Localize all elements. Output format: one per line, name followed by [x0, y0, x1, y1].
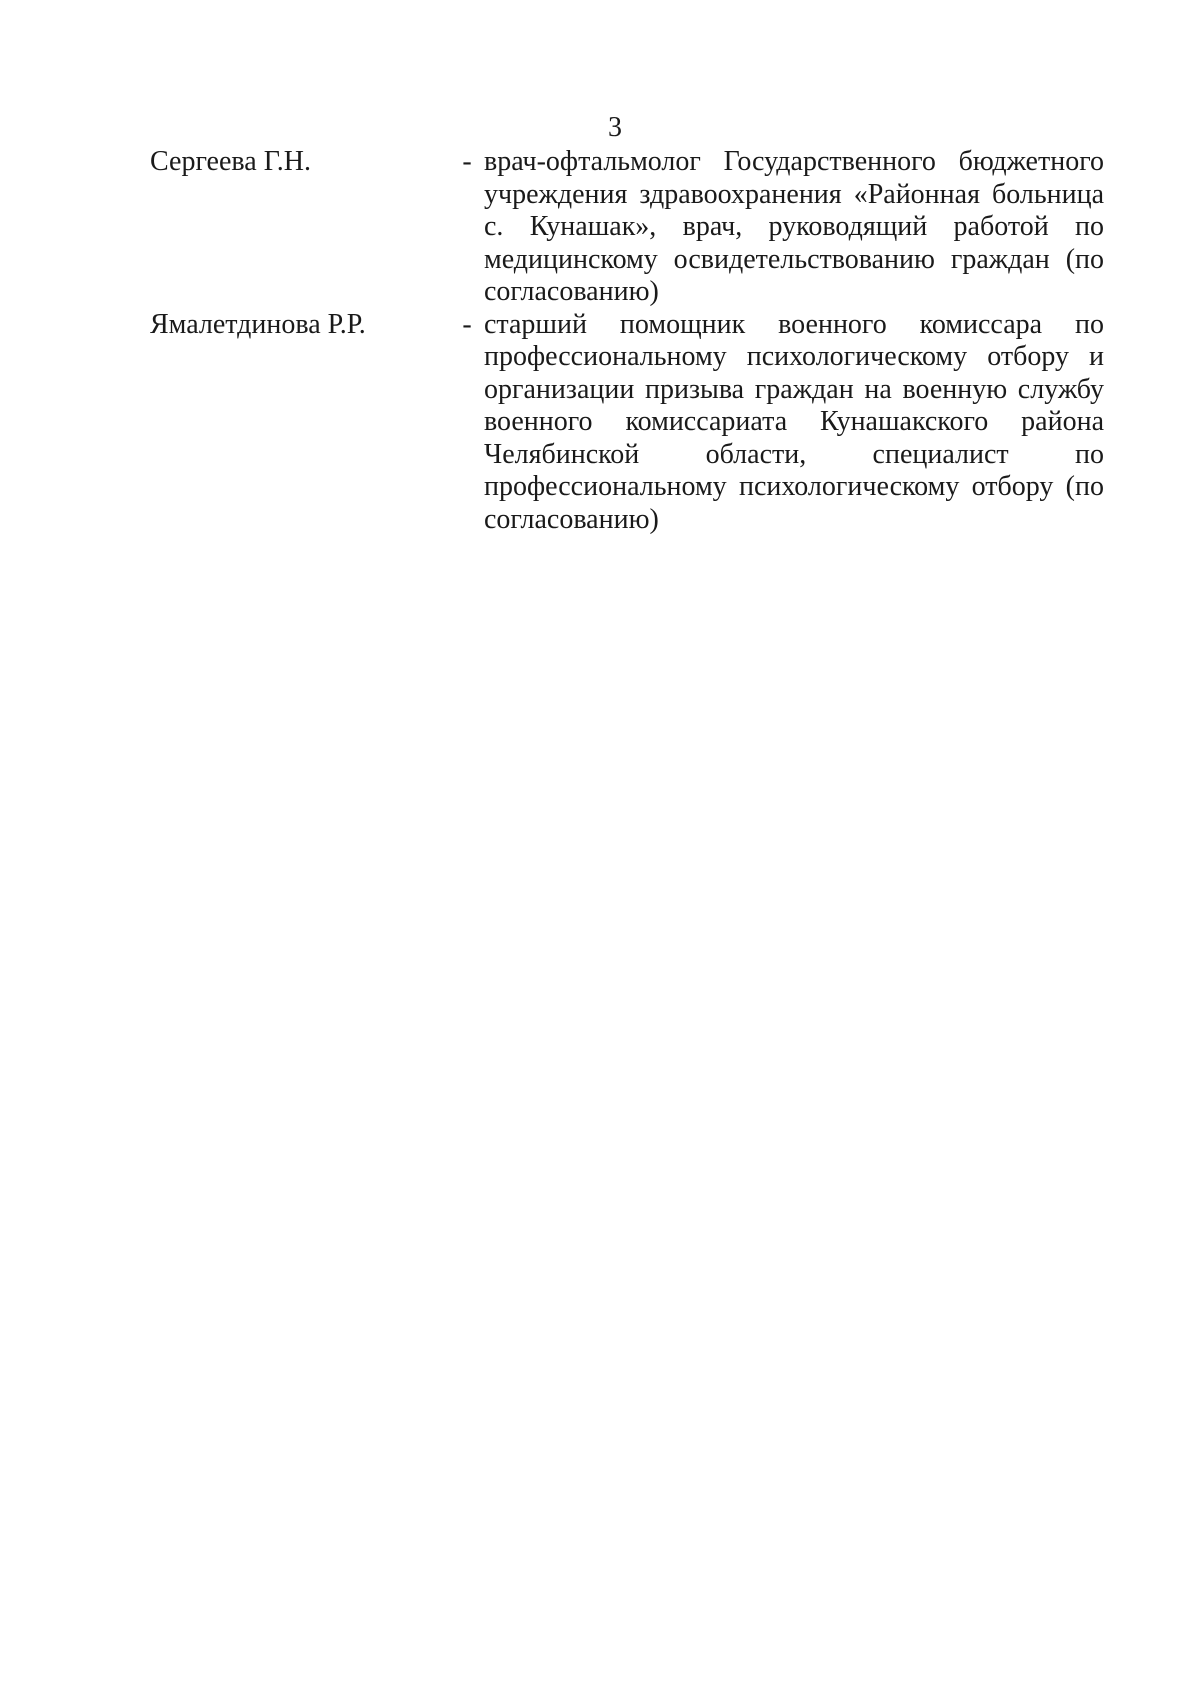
member-position: старший помощник военного комиссара по профессиональному психологическому отбору и организации призыва граждан на военную службу военного комиссариата Кунашакского района Челябинской области, специалист по профессиональному психологическому отбору (по согласованию)	[484, 308, 1104, 535]
dash-separator: -	[462, 308, 472, 340]
member-entry-yamaletdinova	[150, 309, 1110, 537]
member-name: Ямалетдинова Р.Р.	[150, 308, 366, 340]
member-entry-sergeeva	[150, 146, 1110, 309]
dash-separator: -	[462, 146, 472, 177]
page-number: 3	[608, 112, 622, 143]
member-name: Сергеева Г.Н.	[150, 146, 311, 177]
members-list	[150, 146, 1110, 536]
member-position: врач-офтальмолог Государственного бюджетного учреждения здравоохранения «Районная больница с. Кунашак», врач, руководящий работой по медицинскому освидетельствованию граждан (по согласованию)	[484, 146, 1104, 307]
